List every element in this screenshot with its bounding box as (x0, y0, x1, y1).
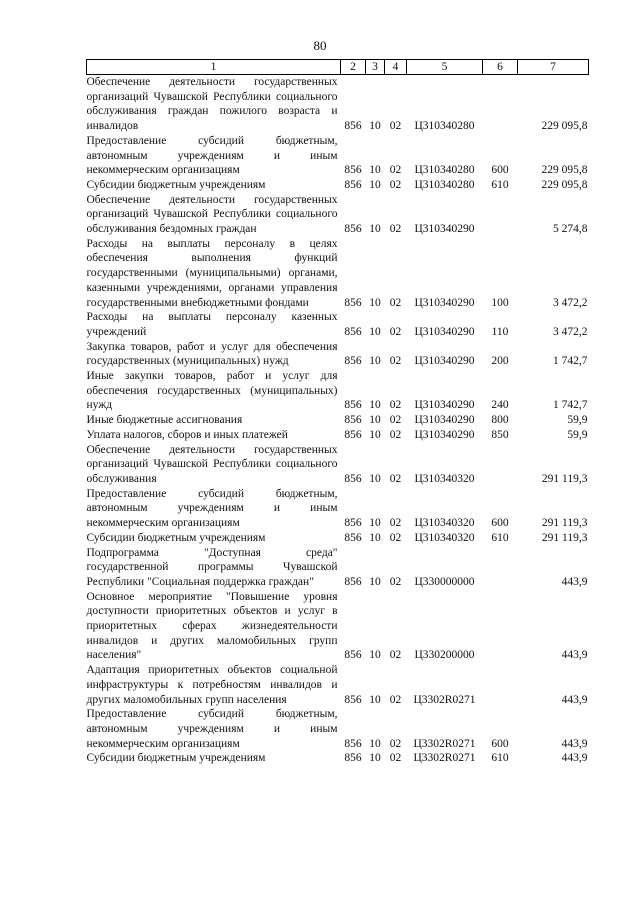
row-ministry-code: 856 (344, 164, 362, 177)
header-col-amount: 7 (518, 60, 589, 75)
row-target-code: Ц310340320 (414, 517, 475, 530)
row-expense-type: 850 (491, 428, 509, 441)
row-ministry-code: 856 (344, 428, 362, 441)
row-amount: 291 119,3 (541, 472, 588, 485)
row-ministry-code: 856 (344, 120, 362, 133)
row-expense-type (483, 193, 518, 237)
row-subsection-code: 02 (389, 752, 402, 765)
row-expense-type (483, 590, 518, 664)
row-amount: 5 274,8 (553, 223, 588, 236)
row-expense-type: 800 (491, 414, 509, 427)
row-expense-type (483, 75, 518, 134)
row-name: Закупка товаров, работ и услуг для обеспечения государственных (муниципальных) нужд (86, 340, 338, 368)
row-section-code: 10 (369, 399, 381, 412)
row-amount: 291 119,3 (541, 531, 588, 544)
row-expense-type: 100 (491, 296, 509, 309)
row-target-code: Ц310340290 (414, 428, 475, 441)
row-target-code: Ц3302R0271 (413, 752, 476, 765)
row-subsection-code: 02 (389, 120, 402, 133)
row-expense-type: 610 (491, 531, 509, 544)
row-ministry-code: 856 (344, 575, 362, 588)
table-row (87, 75, 589, 134)
header-col-subsection: 4 (385, 60, 407, 75)
row-subsection-code: 02 (389, 428, 402, 441)
row-section-code: 10 (369, 472, 381, 485)
row-expense-type: 110 (491, 325, 509, 338)
row-name: Субсидии бюджетным учреждениям (86, 752, 266, 765)
row-ministry-code: 856 (344, 649, 362, 662)
table-row (87, 237, 589, 311)
row-target-code: Ц310340290 (414, 325, 475, 338)
row-section-code: 10 (369, 575, 381, 588)
row-subsection-code: 02 (389, 472, 402, 485)
row-target-code: Ц310340320 (414, 531, 475, 544)
row-name: Обеспечение деятельности государственных организаций Чувашской Республики социального обслуживания граждан пожилого возраста и инвалидов (86, 76, 338, 133)
row-subsection-code: 02 (389, 399, 402, 412)
row-section-code: 10 (369, 428, 381, 441)
row-ministry-code: 856 (344, 296, 362, 309)
row-name: Адаптация приоритетных объектов социальной инфраструктуры к потребностям инвалидов и других маломобильных групп населения (86, 664, 338, 706)
row-name: Расходы на выплаты персоналу в целях обеспечения выполнения функций государственными (муниципальными) органами, казенными учреждениями, органами управления государственными внебюджетными фондами (86, 237, 338, 309)
row-target-code: Ц310340280 (414, 164, 475, 177)
row-name: Иные закупки товаров, работ и услуг для обеспечения государственных (муниципальных) нужд (86, 370, 338, 412)
row-section-code: 10 (369, 693, 381, 706)
row-expense-type (483, 546, 518, 590)
row-target-code: Ц3302R0271 (413, 693, 476, 706)
row-target-code: Ц310340320 (414, 472, 475, 485)
row-name: Субсидии бюджетным учреждениям (86, 178, 266, 191)
row-subsection-code: 02 (389, 178, 402, 191)
row-target-code: Ц310340280 (414, 178, 475, 191)
row-ministry-code: 856 (344, 414, 362, 427)
row-subsection-code: 02 (389, 737, 402, 750)
table-row (87, 413, 589, 428)
row-expense-type: 610 (491, 178, 509, 191)
row-subsection-code: 02 (389, 649, 402, 662)
header-col-ministry: 2 (341, 60, 366, 75)
table-row (87, 546, 589, 590)
header-col-name: 1 (87, 60, 341, 75)
row-subsection-code: 02 (389, 517, 402, 530)
row-subsection-code: 02 (389, 296, 402, 309)
table-row (87, 310, 589, 339)
row-amount: 291 119,3 (541, 517, 588, 530)
table-row (87, 178, 589, 193)
table-row (87, 340, 589, 369)
table-row (87, 487, 589, 531)
row-section-code: 10 (369, 178, 381, 191)
row-ministry-code: 856 (344, 693, 362, 706)
row-target-code: Ц310340290 (414, 355, 475, 368)
row-subsection-code: 02 (389, 414, 402, 427)
row-subsection-code: 02 (389, 693, 402, 706)
row-amount: 59,9 (567, 414, 588, 427)
row-subsection-code: 02 (389, 325, 402, 338)
row-target-code: Ц310340290 (414, 414, 475, 427)
table-row (87, 193, 589, 237)
row-amount: 443,9 (561, 737, 588, 750)
row-ministry-code: 856 (344, 752, 362, 765)
row-section-code: 10 (369, 737, 381, 750)
row-name: Обеспечение деятельности государственных организаций Чувашской Республики социального обслуживания (86, 443, 338, 485)
row-subsection-code: 02 (389, 531, 402, 544)
row-target-code: Ц310340290 (414, 399, 475, 412)
row-ministry-code: 856 (344, 399, 362, 412)
row-name: Обеспечение деятельности государственных организаций Чувашской Республики социального обслуживания бездомных граждан (86, 193, 338, 236)
row-target-code: Ц310340280 (414, 120, 475, 133)
row-expense-type: 600 (491, 517, 509, 530)
header-col-section: 3 (366, 60, 385, 75)
row-expense-type: 600 (491, 164, 509, 177)
row-ministry-code: 856 (344, 355, 362, 368)
row-amount: 1 742,7 (553, 399, 588, 412)
row-ministry-code: 856 (344, 517, 362, 530)
row-name: Предоставление субсидий бюджетным, автономным учреждениям и иным некоммерческим организациям (86, 487, 338, 530)
table-row (87, 751, 589, 766)
row-name: Субсидии бюджетным учреждениям (86, 531, 266, 544)
row-expense-type: 600 (491, 737, 509, 750)
row-section-code: 10 (369, 752, 381, 765)
row-ministry-code: 856 (344, 531, 362, 544)
row-section-code: 10 (369, 649, 381, 662)
row-amount: 229 095,8 (541, 164, 588, 177)
row-name: Иные бюджетные ассигнования (86, 414, 243, 427)
row-expense-type (483, 663, 518, 707)
budget-table (86, 59, 589, 766)
row-ministry-code: 856 (344, 178, 362, 191)
row-name: Уплата налогов, сборов и иных платежей (86, 428, 288, 441)
table-row (87, 134, 589, 178)
row-amount: 1 742,7 (553, 355, 588, 368)
row-amount: 59,9 (567, 428, 588, 441)
table-row (87, 590, 589, 664)
table-row (87, 428, 589, 443)
row-amount: 443,9 (561, 649, 588, 662)
row-name: Предоставление субсидий бюджетным, автономным учреждениям и иным некоммерческим организациям (86, 708, 338, 750)
table-row (87, 443, 589, 487)
table-row (87, 663, 589, 707)
row-amount: 229 095,8 (541, 178, 588, 191)
row-name: Расходы на выплаты персоналу казенных учреждений (86, 311, 338, 338)
header-col-target: 5 (407, 60, 483, 75)
row-section-code: 10 (369, 355, 381, 368)
row-section-code: 10 (369, 531, 381, 544)
header-row (87, 60, 589, 75)
row-section-code: 10 (369, 325, 381, 338)
row-subsection-code: 02 (389, 223, 402, 236)
table-row (87, 531, 589, 546)
row-target-code: Ц330000000 (414, 575, 475, 588)
row-expense-type: 610 (491, 752, 509, 765)
table-row (87, 707, 589, 751)
row-name: Предоставление субсидий бюджетным, автономным учреждениям и иным некоммерческим организациям (86, 134, 338, 177)
row-subsection-code: 02 (389, 575, 402, 588)
row-section-code: 10 (369, 517, 381, 530)
row-amount: 443,9 (561, 752, 588, 765)
page-number: 80 (313, 38, 327, 53)
row-section-code: 10 (369, 414, 381, 427)
table-row (87, 369, 589, 413)
row-ministry-code: 856 (344, 737, 362, 750)
row-ministry-code: 856 (344, 472, 362, 485)
row-subsection-code: 02 (389, 355, 402, 368)
row-section-code: 10 (369, 120, 381, 133)
row-ministry-code: 856 (344, 223, 362, 236)
row-section-code: 10 (369, 296, 381, 309)
row-target-code: Ц330200000 (414, 649, 475, 662)
row-section-code: 10 (369, 223, 381, 236)
row-ministry-code: 856 (344, 325, 362, 338)
row-target-code: Ц310340290 (414, 296, 475, 309)
row-subsection-code: 02 (389, 164, 402, 177)
row-expense-type: 200 (491, 355, 509, 368)
row-amount: 3 472,2 (553, 296, 588, 309)
row-name: Основное мероприятие "Повышение уровня доступности приоритетных объектов и услуг в приоритетных сферах жизнедеятельности инвалидов и других маломобильных групп населения" (86, 590, 338, 662)
row-amount: 229 095,8 (541, 120, 588, 133)
row-amount: 443,9 (561, 575, 588, 588)
row-target-code: Ц310340290 (414, 223, 475, 236)
row-expense-type: 240 (491, 399, 509, 412)
row-amount: 3 472,2 (553, 325, 588, 338)
row-name: Подпрограмма "Доступная среда" государственной программы Чувашской Республики "Социальная поддержка граждан" (86, 546, 338, 588)
row-target-code: Ц3302R0271 (413, 737, 476, 750)
row-amount: 443,9 (561, 693, 588, 706)
row-section-code: 10 (369, 164, 381, 177)
header-col-expense-type: 6 (483, 60, 518, 75)
row-expense-type (483, 443, 518, 487)
